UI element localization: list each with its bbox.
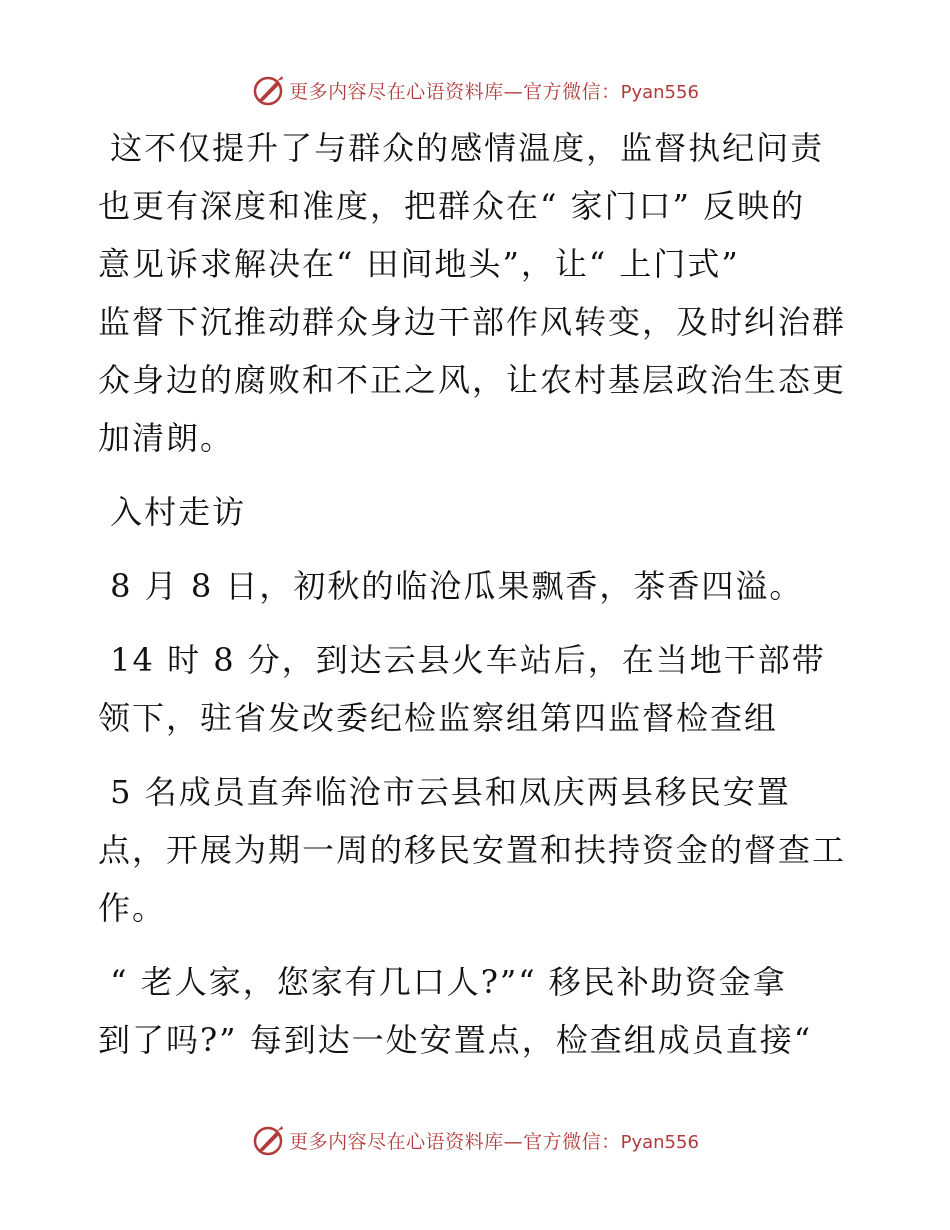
text-line: 14 时 8 分，到达云县火车站后，在当地干部带 [98, 641, 826, 679]
text-line: 加清朗。 [98, 419, 235, 457]
text-line: 5 名成员直奔临沧市云县和凤庆两县移民安置 [98, 773, 791, 811]
watermark-text: 更多内容尽在心语资料库—官方微信： [289, 1130, 621, 1153]
watermark-text: 更多内容尽在心语资料库—官方微信： [289, 80, 621, 103]
watermark-wechat-id: Pyan556 [620, 1131, 699, 1153]
feather-pen-circle-icon [251, 1123, 285, 1157]
text-line: 领下，驻省发改委纪检监察组第四监督检查组 [98, 699, 779, 737]
text-line: 也更有深度和准度，把群众在“ 家门口” 反映的 [98, 187, 806, 225]
watermark-wechat-id: Pyan556 [620, 81, 699, 103]
text-line: 意见诉求解决在“ 田间地头”，让“ 上门式” [98, 245, 740, 283]
feather-pen-circle-icon [251, 73, 285, 107]
text-line: 点，开展为期一周的移民安置和扶持资金的督查工 [98, 831, 847, 869]
text-line: 这不仅提升了与群众的感情温度，监督执纪问责 [98, 129, 825, 167]
footer-watermark [0, 1120, 950, 1160]
text-line: 作。 [98, 889, 167, 927]
header-watermark [0, 70, 950, 110]
text-line: “ 老人家，您家有几口人?”“ 移民补助资金拿 [98, 963, 787, 1001]
text-line: 众身边的腐败和不正之风，让农村基层政治生态更 [98, 361, 847, 399]
text-line: 到了吗?” 每到达一处安置点，检查组成员直接“ [98, 1021, 813, 1059]
text-line: 8 月 8 日，初秋的临沧瓜果飘香，茶香四溢。 [98, 567, 804, 605]
text-line: 监督下沉推动群众身边干部作风转变，及时纠治群 [98, 303, 847, 341]
section-heading: 入村走访 [98, 493, 247, 531]
